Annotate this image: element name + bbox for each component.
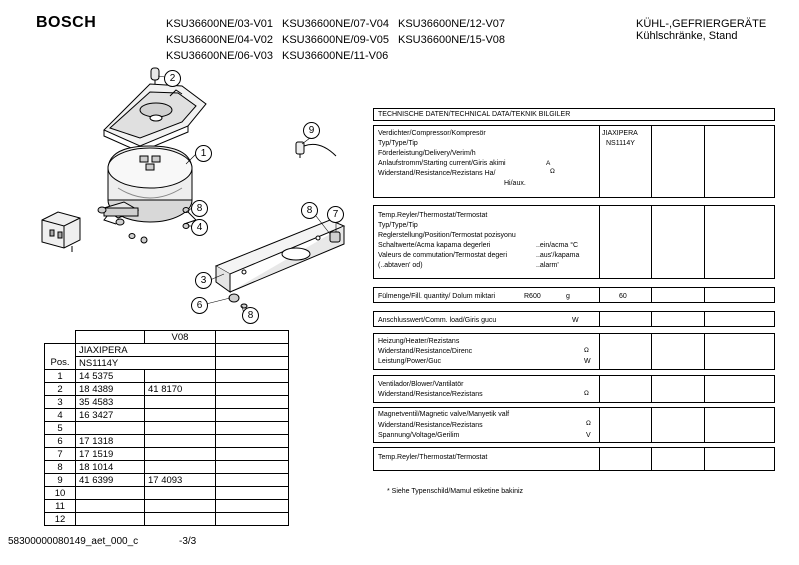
table-row <box>45 344 289 357</box>
tech-label: Reglerstellung/Position/Termostat pozisyonu <box>378 232 516 239</box>
pos-cell: 3 <box>45 396 76 409</box>
page-number: -3/3 <box>179 536 197 547</box>
table-cell <box>216 370 289 383</box>
pos-cell: 6 <box>45 435 76 448</box>
callout-1: 1 <box>195 145 212 162</box>
category-subtitle: Kühlschränke, Stand <box>636 30 738 42</box>
table-cell <box>216 357 289 370</box>
part-number-cell: 35 4583 <box>76 396 145 409</box>
pos-cell: 5 <box>45 422 76 435</box>
mounting-bracket-drawing <box>216 220 344 292</box>
model-number: KSU36600NE/04-V02 <box>166 34 274 46</box>
table-cell <box>216 513 289 526</box>
table-row <box>45 370 289 383</box>
tech-label: Verdichter/Compressor/Kompresör <box>378 130 486 137</box>
tech-label: Förderleistung/Delivery/Verim/h <box>378 150 476 157</box>
unit-label: ..aus'/kapama <box>536 252 580 259</box>
model-number: KSU36600NE/12-V07 <box>398 18 506 30</box>
table-cell <box>216 344 289 357</box>
brand-logo: BOSCH <box>36 14 97 31</box>
callout-8: 8 <box>301 202 318 219</box>
tech-label: Typ/Type/Tip <box>378 140 418 147</box>
unit-label: g <box>566 293 570 300</box>
pos-cell: 9 <box>45 474 76 487</box>
fan-block <box>373 375 775 403</box>
heater-block <box>373 333 775 370</box>
tech-label: Anschlusswert/Comm. load/Giris gucu <box>378 317 497 324</box>
part-number-cell: 41 6399 <box>76 474 145 487</box>
table-row <box>45 409 289 422</box>
part-number-cell: 16 3427 <box>76 409 145 422</box>
pos-header: Pos. <box>45 357 76 370</box>
part-number-cell <box>145 396 216 409</box>
tech-label: Widerstand/Resistance/Rezistans <box>378 391 483 398</box>
table-row <box>45 383 289 396</box>
capacitor-drawing <box>296 142 336 158</box>
unit-label: W <box>584 358 591 365</box>
table-cell <box>216 396 289 409</box>
tech-label: Spannung/Voltage/Gerilim <box>378 432 460 439</box>
pos-cell: 11 <box>45 500 76 513</box>
part-number-cell <box>145 513 216 526</box>
fill-quantity-block <box>373 287 775 303</box>
document-id: 58300000080149_aet_000_c <box>8 536 139 547</box>
table-cell <box>216 500 289 513</box>
part-number-cell <box>145 500 216 513</box>
callout-6: 6 <box>191 297 208 314</box>
table-row <box>45 422 289 435</box>
tech-label: Hi/aux. <box>504 180 526 187</box>
tech-label: Magnetventil/Magnetic valve/Manyetik valf <box>378 411 510 418</box>
table-cell <box>76 331 145 344</box>
part-number-cell <box>145 409 216 422</box>
unit-label: ..ein/acma °C <box>536 242 579 249</box>
unit-label: A <box>546 160 551 167</box>
valve-block <box>373 407 775 443</box>
tech-label: Ventilador/Blower/Vantilatör <box>378 381 464 388</box>
version-header: V08 <box>145 331 216 344</box>
pos-cell: 12 <box>45 513 76 526</box>
compressor-cover-drawing <box>104 84 206 152</box>
unit-label: Ω <box>586 420 591 427</box>
callout-9: 9 <box>303 122 320 139</box>
part-number-cell: 17 1318 <box>76 435 145 448</box>
category-title: KÜHL-,GEFRIERGERÄTE <box>636 18 767 30</box>
tech-label: Anlaufstromm/Starting current/Giris akimi <box>378 160 506 167</box>
table-row <box>45 513 289 526</box>
tech-label: Widerstand/Resistance/Rezistans Ha/ <box>378 170 496 177</box>
part-number-cell: 18 1014 <box>76 461 145 474</box>
pos-cell: 4 <box>45 409 76 422</box>
compressor-data-block <box>373 125 775 198</box>
part-number-cell <box>145 422 216 435</box>
compressor-maker-value: JIAXIPERA <box>602 130 638 137</box>
part-number-cell <box>145 435 216 448</box>
table-cell <box>216 422 289 435</box>
part-number-cell <box>76 513 145 526</box>
unit-label: W <box>572 317 579 324</box>
table-row <box>45 357 289 370</box>
tech-label: (..abtaven' od) <box>378 262 423 269</box>
model-number: KSU36600NE/11-V06 <box>282 50 389 62</box>
table-cell <box>216 461 289 474</box>
table-row <box>45 500 289 513</box>
thermostat-data-block <box>373 205 775 279</box>
table-row <box>45 461 289 474</box>
part-number-cell <box>145 461 216 474</box>
part-number-cell: 18 4389 <box>76 383 145 396</box>
table-cell <box>216 331 289 344</box>
tech-label: Typ/Type/Tip <box>378 222 418 229</box>
compressor-maker: JIAXIPERA <box>76 344 216 357</box>
unit-label: V <box>586 432 591 439</box>
callout-3: 3 <box>195 272 212 289</box>
unit-label: Ω <box>584 390 589 397</box>
part-number-cell: 17 1519 <box>76 448 145 461</box>
parts-table <box>44 330 289 526</box>
table-row <box>45 331 289 344</box>
part-number-cell <box>76 487 145 500</box>
compressor-model-value: NS1114Y <box>606 140 635 147</box>
unit-label: Ω <box>550 168 555 175</box>
load-block <box>373 311 775 327</box>
table-cell <box>216 383 289 396</box>
pos-cell: 10 <box>45 487 76 500</box>
pos-cell: 7 <box>45 448 76 461</box>
exploded-parts-diagram <box>0 60 370 330</box>
part-number-cell <box>76 500 145 513</box>
model-number: KSU36600NE/06-V03 <box>166 50 274 62</box>
fill-quantity-value: 60 <box>619 293 627 300</box>
tech-label: Valeurs de commutation/Termostat degeri <box>378 252 508 259</box>
part-number-cell: 17 4093 <box>145 474 216 487</box>
model-number: KSU36600NE/07-V04 <box>282 18 390 30</box>
pos-cell: 2 <box>45 383 76 396</box>
callout-4: 4 <box>191 219 208 236</box>
tech-label: Temp.Reyler/Thermostat/Termostat <box>378 454 488 461</box>
table-row <box>45 435 289 448</box>
callout-6: 7 <box>327 206 344 223</box>
model-number: KSU36600NE/15-V08 <box>398 34 506 46</box>
tech-label: Temp.Reyler/Thermostat/Termostat <box>378 212 488 219</box>
part-number-cell <box>145 487 216 500</box>
unit-label: Ω <box>584 347 589 354</box>
tech-data-title-box <box>373 108 775 121</box>
pos-cell: 1 <box>45 370 76 383</box>
table-row <box>45 487 289 500</box>
tech-label: Leistung/Power/Guc <box>378 358 442 365</box>
part-number-cell <box>145 370 216 383</box>
thermostat2-block <box>373 447 775 471</box>
cap-drawing <box>151 68 159 84</box>
footnote: * Siehe Typenschild/Mamul etiketine bakiniz <box>387 488 524 495</box>
tech-label: Schaltwerte/Acma kapama degerleri <box>378 242 491 249</box>
tech-label: Heizung/Heater/Rezistans <box>378 338 460 345</box>
table-row <box>45 448 289 461</box>
starter-relay-drawing <box>42 212 80 252</box>
unit-label: ..alarm' <box>536 262 559 269</box>
model-number: KSU36600NE/09-V05 <box>282 34 390 46</box>
callout-7: 8 <box>191 200 208 217</box>
part-number-cell <box>145 448 216 461</box>
tech-label: Widerstand/Resistance/Direnc <box>378 348 473 355</box>
table-cell <box>216 435 289 448</box>
tech-data-title: TECHNISCHE DATEN/TECHNICAL DATA/TEKNIK BILGILER <box>378 111 571 118</box>
table-cell <box>216 474 289 487</box>
table-row <box>45 396 289 409</box>
tech-label: Widerstand/Resistance/Rezistans <box>378 422 483 429</box>
table-cell <box>216 448 289 461</box>
table-row <box>45 474 289 487</box>
table-cell <box>216 409 289 422</box>
part-number-cell <box>76 422 145 435</box>
part-number-cell: 14 5375 <box>76 370 145 383</box>
callout-2: 2 <box>164 70 181 87</box>
part-number-cell: 41 8170 <box>145 383 216 396</box>
model-number: KSU36600NE/03-V01 <box>166 18 274 30</box>
table-cell <box>216 487 289 500</box>
callout-8: 8 <box>242 307 259 324</box>
tech-label: Fülmenge/Fill. quantity/ Dolum miktari <box>378 293 496 300</box>
table-cell <box>45 344 76 357</box>
refrigerant-label: R600 <box>524 293 541 300</box>
compressor-model: NS1114Y <box>76 357 216 370</box>
pos-cell: 8 <box>45 461 76 474</box>
